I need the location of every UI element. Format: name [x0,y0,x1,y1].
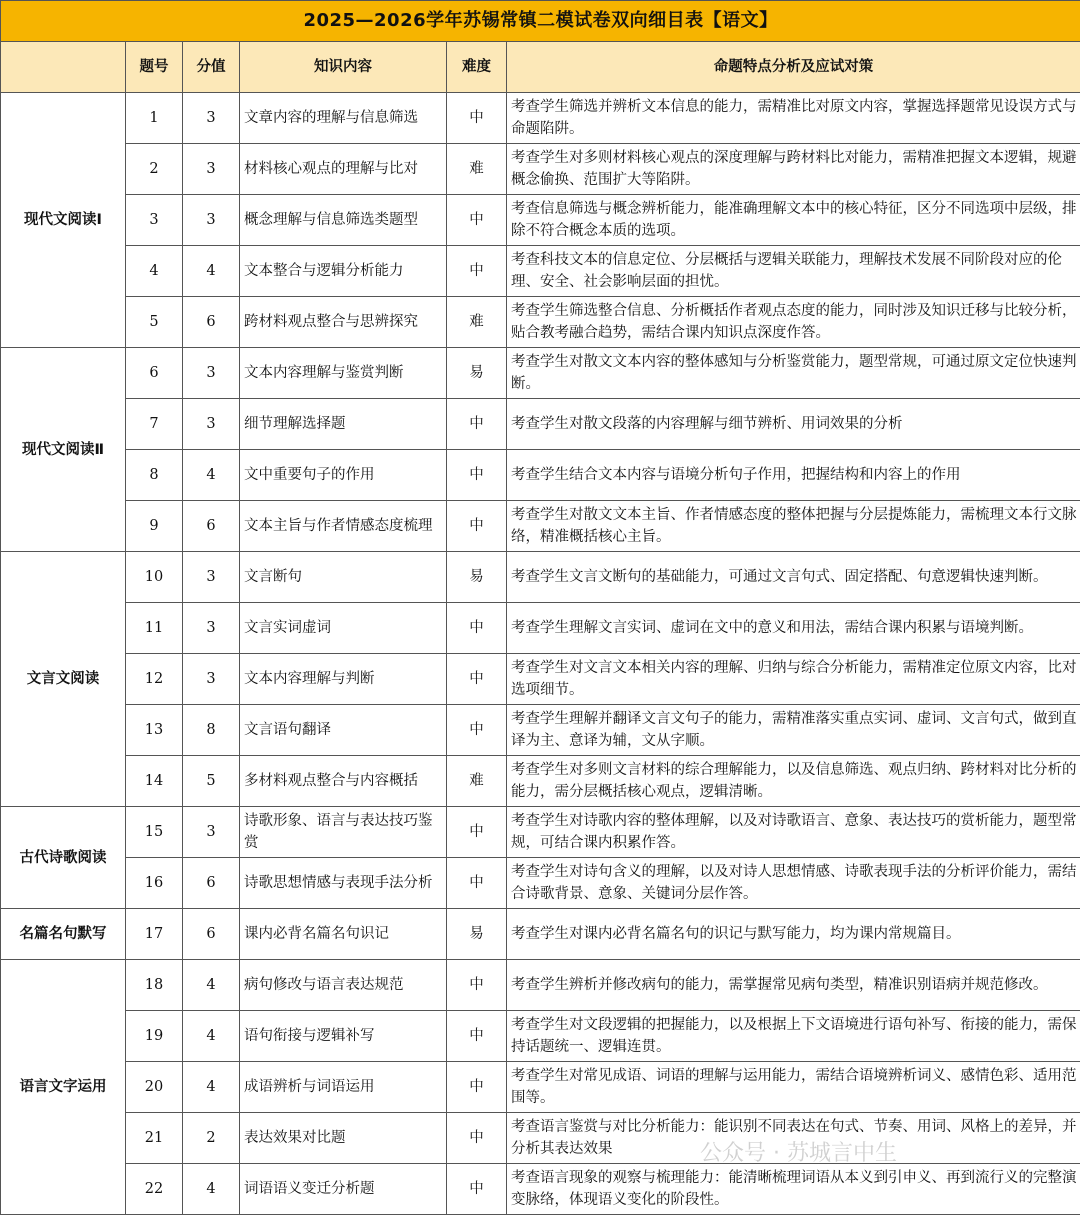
analysis-cell: 考查科技文本的信息定位、分层概括与逻辑关联能力，理解技术发展不同阶段对应的伦理、安全、社会影响层面的担忧。 [507,246,1080,297]
analysis-cell: 考查学生对散文段落的内容理解与细节辨析、用词效果的分析 [507,399,1080,450]
header-question-number: 题号 [126,42,183,93]
score-cell: 4 [183,246,240,297]
knowledge-cell: 跨材料观点整合与思辨探究 [240,297,447,348]
score-cell: 3 [183,144,240,195]
knowledge-cell: 概念理解与信息筛选类题型 [240,195,447,246]
table-row [1,654,1080,705]
difficulty-cell: 中 [447,399,507,450]
difficulty-cell: 易 [447,552,507,603]
score-cell: 6 [183,501,240,552]
analysis-cell: 考查学生对课内必背名篇名句的识记与默写能力，均为课内常规篇目。 [507,909,1080,960]
analysis-cell: 考查学生对散文文本主旨、作者情感态度的整体把握与分层提炼能力，需梳理文本行文脉络，精准概括核心主旨。 [507,501,1080,552]
table-row [1,552,1080,603]
analysis-cell: 考查学生辨析并修改病句的能力，需掌握常见病句类型，精准识别语病并规范修改。 [507,960,1080,1011]
table-row [1,909,1080,960]
analysis-cell: 考查语言现象的观察与梳理能力：能清晰梳理词语从本义到引申义、再到流行义的完整演变脉络，体现语义变化的阶段性。 [507,1164,1080,1215]
table-row [1,348,1080,399]
difficulty-cell: 中 [447,1113,507,1164]
knowledge-cell: 文本内容理解与鉴赏判断 [240,348,447,399]
score-cell: 3 [183,654,240,705]
score-cell: 3 [183,348,240,399]
difficulty-cell: 中 [447,1011,507,1062]
table-row [1,144,1080,195]
header-analysis: 命题特点分析及应试对策 [507,42,1080,93]
table-row [1,858,1080,909]
difficulty-cell: 中 [447,654,507,705]
table-row [1,1113,1080,1164]
table-row [1,807,1080,858]
question-number: 13 [126,705,183,756]
watermark: 公众号 · 苏城言中生 [700,1141,897,1166]
analysis-cell: 考查语言鉴赏与对比分析能力：能识别不同表达在句式、节奏、用词、风格上的差异，并分析其表达效果 [507,1113,1080,1164]
table-row [1,246,1080,297]
question-number: 15 [126,807,183,858]
header-difficulty: 难度 [447,42,507,93]
question-number: 10 [126,552,183,603]
difficulty-cell: 中 [447,450,507,501]
question-number: 9 [126,501,183,552]
score-cell: 3 [183,603,240,654]
question-number: 11 [126,603,183,654]
table-row [1,1062,1080,1113]
score-cell: 6 [183,909,240,960]
knowledge-cell: 文章内容的理解与信息筛选 [240,93,447,144]
analysis-cell: 考查学生结合文本内容与语境分析句子作用，把握结构和内容上的作用 [507,450,1080,501]
analysis-cell: 考查学生对诗句含义的理解，以及对诗人思想情感、诗歌表现手法的分析评价能力，需结合诗歌背景、意象、关键词分层作答。 [507,858,1080,909]
analysis-cell: 考查学生筛选并辨析文本信息的能力，需精准比对原文内容，掌握选择题常见设误方式与命题陷阱。 [507,93,1080,144]
analysis-cell: 考查信息筛选与概念辨析能力，能准确理解文本中的核心特征，区分不同选项中层级，排除不符合概念本质的选项。 [507,195,1080,246]
difficulty-cell: 难 [447,297,507,348]
difficulty-cell: 中 [447,195,507,246]
score-cell: 8 [183,705,240,756]
knowledge-cell: 语句衔接与逻辑补写 [240,1011,447,1062]
knowledge-cell: 文言断句 [240,552,447,603]
score-cell: 4 [183,450,240,501]
table-row [1,450,1080,501]
question-number: 5 [126,297,183,348]
analysis-cell: 考查学生对文段逻辑的把握能力，以及根据上下文语境进行语句补写、衔接的能力，需保持话题统一、逻辑连贯。 [507,1011,1080,1062]
section-name: 现代文阅读Ⅰ [1,93,126,348]
analysis-cell: 考查学生理解并翻译文言文句子的能力，需精准落实重点实词、虚词、文言句式，做到直译为主、意译为辅，文从字顺。 [507,705,1080,756]
question-number: 17 [126,909,183,960]
difficulty-cell: 难 [447,144,507,195]
question-number: 1 [126,93,183,144]
section-name: 现代文阅读Ⅱ [1,348,126,552]
difficulty-cell: 中 [447,603,507,654]
analysis-cell: 考查学生筛选整合信息、分析概括作者观点态度的能力，同时涉及知识迁移与比较分析，贴合教考融合趋势，需结合课内知识点深度作答。 [507,297,1080,348]
analysis-cell: 考查学生理解文言实词、虚词在文中的意义和用法，需结合课内积累与语境判断。 [507,603,1080,654]
analysis-cell: 考查学生对诗歌内容的整体理解，以及对诗歌语言、意象、表达技巧的赏析能力，题型常规，可结合课内积累作答。 [507,807,1080,858]
difficulty-cell: 中 [447,705,507,756]
section-name: 文言文阅读 [1,552,126,807]
question-number: 16 [126,858,183,909]
score-cell: 6 [183,858,240,909]
score-cell: 4 [183,1062,240,1113]
score-cell: 6 [183,297,240,348]
knowledge-cell: 课内必背名篇名句识记 [240,909,447,960]
knowledge-cell: 文言实词虚词 [240,603,447,654]
section-name: 古代诗歌阅读 [1,807,126,909]
difficulty-cell: 难 [447,756,507,807]
table-row [1,1011,1080,1062]
knowledge-cell: 文言语句翻译 [240,705,447,756]
difficulty-cell: 中 [447,1062,507,1113]
knowledge-cell: 材料核心观点的理解与比对 [240,144,447,195]
header-score: 分值 [183,42,240,93]
difficulty-cell: 中 [447,501,507,552]
section-name: 名篇名句默写 [1,909,126,960]
question-number: 7 [126,399,183,450]
analysis-cell: 考查学生对散文文本内容的整体感知与分析鉴赏能力，题型常规，可通过原文定位快速判断。 [507,348,1080,399]
score-cell: 5 [183,756,240,807]
header-knowledge: 知识内容 [240,42,447,93]
score-cell: 4 [183,1164,240,1215]
knowledge-cell: 文本内容理解与判断 [240,654,447,705]
score-cell: 4 [183,1011,240,1062]
knowledge-cell: 文本主旨与作者情感态度梳理 [240,501,447,552]
question-number: 8 [126,450,183,501]
score-cell: 3 [183,93,240,144]
score-cell: 3 [183,807,240,858]
difficulty-cell: 中 [447,93,507,144]
score-cell: 3 [183,195,240,246]
difficulty-cell: 中 [447,960,507,1011]
knowledge-cell: 诗歌思想情感与表现手法分析 [240,858,447,909]
analysis-cell: 考查学生对多则材料核心观点的深度理解与跨材料比对能力，需精准把握文本逻辑，规避概念偷换、范围扩大等陷阱。 [507,144,1080,195]
question-number: 6 [126,348,183,399]
question-number: 19 [126,1011,183,1062]
question-number: 3 [126,195,183,246]
knowledge-cell: 细节理解选择题 [240,399,447,450]
analysis-cell: 考查学生对文言文本相关内容的理解、归纳与综合分析能力，需精准定位原文内容，比对选项细节。 [507,654,1080,705]
knowledge-cell: 文中重要句子的作用 [240,450,447,501]
question-number: 20 [126,1062,183,1113]
section-name: 语言文字运用 [1,960,126,1215]
difficulty-cell: 中 [447,807,507,858]
knowledge-cell: 文本整合与逻辑分析能力 [240,246,447,297]
question-number: 21 [126,1113,183,1164]
question-number: 2 [126,144,183,195]
question-number: 12 [126,654,183,705]
knowledge-cell: 病句修改与语言表达规范 [240,960,447,1011]
table-row [1,93,1080,144]
analysis-cell: 考查学生对多则文言材料的综合理解能力，以及信息筛选、观点归纳、跨材料对比分析的能力，需分层概括核心观点，逻辑清晰。 [507,756,1080,807]
header-section [1,42,126,93]
knowledge-cell: 成语辨析与词语运用 [240,1062,447,1113]
question-number: 22 [126,1164,183,1215]
difficulty-cell: 中 [447,858,507,909]
knowledge-cell: 表达效果对比题 [240,1113,447,1164]
table-title: 2025—2026学年苏锡常镇二模试卷双向细目表【语文】 [1,1,1080,42]
difficulty-cell: 中 [447,246,507,297]
score-cell: 4 [183,960,240,1011]
table-row [1,1164,1080,1215]
table-row [1,501,1080,552]
score-cell: 3 [183,552,240,603]
question-number: 4 [126,246,183,297]
table-row [1,960,1080,1011]
difficulty-cell: 中 [447,1164,507,1215]
knowledge-cell: 词语语义变迁分析题 [240,1164,447,1215]
table-row [1,603,1080,654]
analysis-cell: 考查学生文言文断句的基础能力，可通过文言句式、固定搭配、句意逻辑快速判断。 [507,552,1080,603]
knowledge-cell: 诗歌形象、语言与表达技巧鉴赏 [240,807,447,858]
score-cell: 3 [183,399,240,450]
analysis-cell: 考查学生对常见成语、词语的理解与运用能力，需结合语境辨析词义、感情色彩、适用范围等。 [507,1062,1080,1113]
table-row [1,297,1080,348]
table-row [1,705,1080,756]
difficulty-cell: 易 [447,909,507,960]
table-row [1,756,1080,807]
score-cell: 2 [183,1113,240,1164]
table-row [1,195,1080,246]
difficulty-cell: 易 [447,348,507,399]
question-number: 18 [126,960,183,1011]
table-row [1,399,1080,450]
knowledge-cell: 多材料观点整合与内容概括 [240,756,447,807]
question-number: 14 [126,756,183,807]
